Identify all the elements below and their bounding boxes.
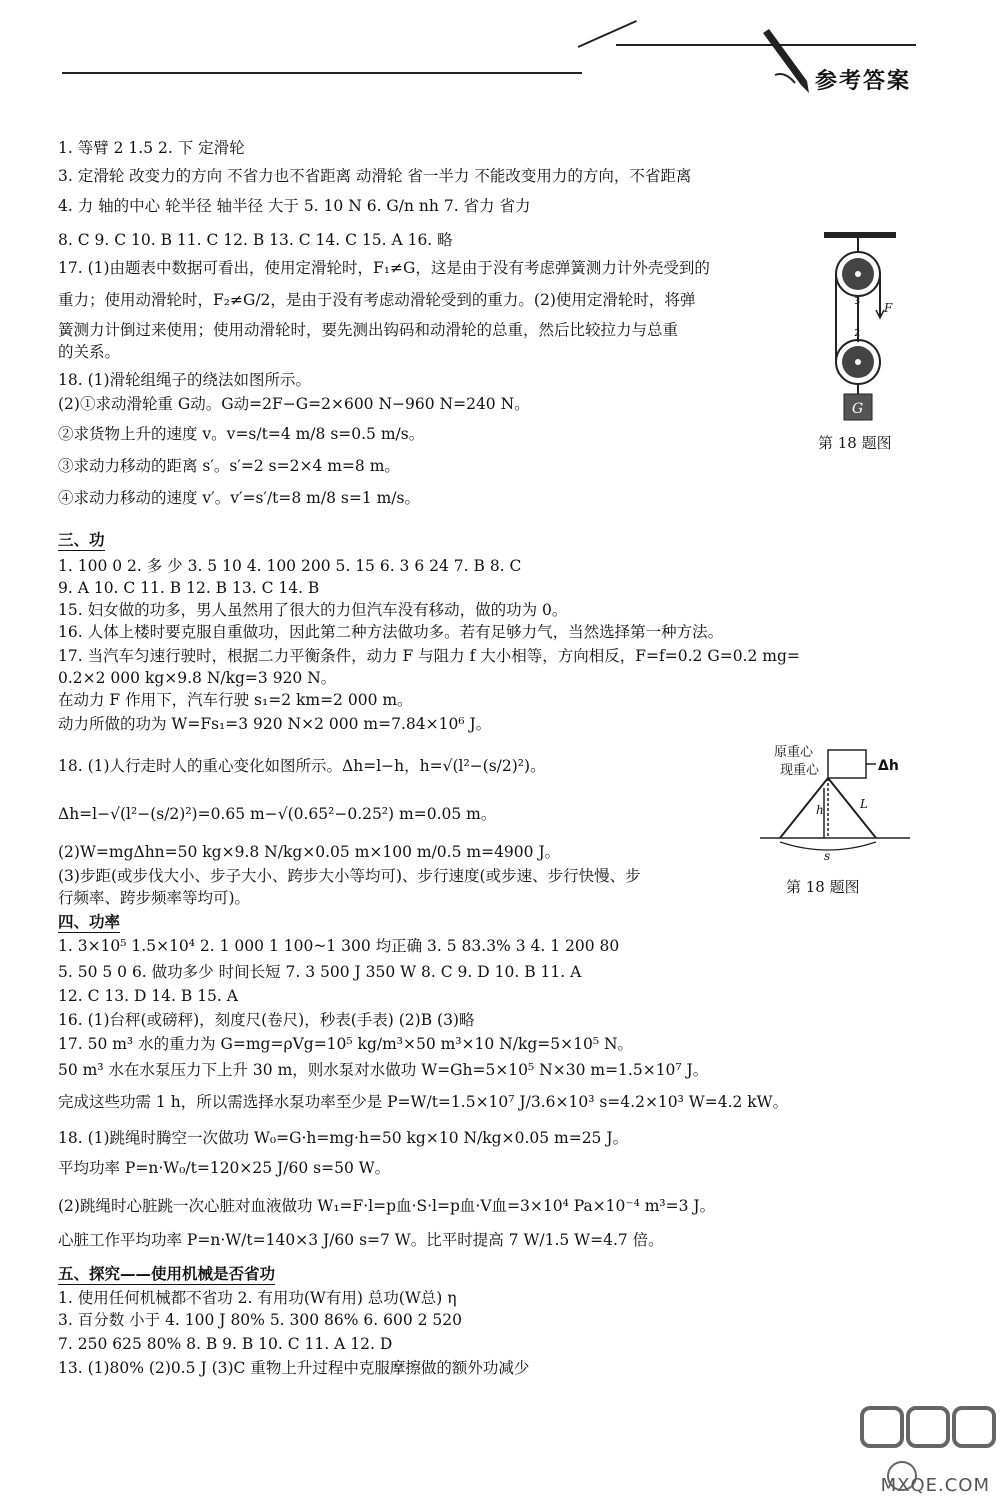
answer-line: 7. 250 625 80% 8. B 9. B 10. C 11. A 12. D <box>58 1335 393 1353</box>
answer-line: 簧测力计倒过来使用；使用动滑轮时，要先测出钩码和动滑轮的总重，然后比较拉力与总重 <box>58 321 679 339</box>
answer-line: 1. 等臂 2 1.5 2. 下 定滑轮 <box>58 139 245 157</box>
answer-line: 1. 使用任何机械都不省功 2. 有用功(W有用) 总功(W总) η <box>58 1289 457 1307</box>
answer-line: ③求动力移动的距离 s′。s′=2 s=2×4 m=8 m。 <box>58 457 400 475</box>
answer-line: ④求动力移动的速度 v′。v′=s′/t=8 m/8 s=1 m/s。 <box>58 489 420 507</box>
center-of-gravity-figure <box>760 742 920 877</box>
pen-icon <box>755 25 815 95</box>
answer-line: 17. 50 m³ 水的重力为 G=mg=ρVg=10⁵ kg/m³×50 m³×10 N/kg=5×10⁵ N。 <box>58 1035 634 1053</box>
pulley-figure <box>820 232 900 432</box>
answer-line: 16. 人体上楼时要克服自重做功，因此第二种方法做功多。若有足够力气，当然选择第一种方法。 <box>58 623 724 641</box>
page-title: 参考答案 <box>815 69 912 94</box>
answer-line: 18. (1)跳绳时腾空一次做功 W₀=G·h=mg·h=50 kg×10 N/kg×0.05 m=25 J。 <box>58 1129 629 1147</box>
watermark-text: MXQE.COM <box>880 1475 990 1496</box>
answer-line: 18. (1)滑轮组绳子的绕法如图所示。 <box>58 371 312 389</box>
answer-line: 的关系。 <box>58 343 121 361</box>
answer-line: (3)步距(或步伐大小、步子大小、跨步大小等均可)、步行速度(或步速、步行快慢、步 <box>58 867 641 885</box>
answer-line: 13. (1)80% (2)0.5 J (3)C 重物上升过程中克服摩擦做的额外功减少 <box>58 1359 530 1377</box>
answer-line: 12. C 13. D 14. B 15. A <box>58 987 238 1005</box>
answer-line: 15. 妇女做的功多，男人虽然用了很大的力但汽车没有移动，做的功为 0。 <box>58 601 568 619</box>
answer-line: 1. 3×10⁵ 1.5×10⁴ 2. 1 000 1 100~1 300 均正确 3. 5 83.3% 3 4. 1 200 80 <box>58 937 620 955</box>
answer-line: (2)①求动滑轮重 G动。G动=2F−G=2×600 N−960 N=240 N。 <box>58 395 530 413</box>
fig1-label-f: F <box>884 301 893 315</box>
fig2-label-dh: Δh <box>878 758 899 774</box>
answer-line: 3. 定滑轮 改变力的方向 不省力也不省距离 动滑轮 省一半力 不能改变用力的方向，不省距离 <box>58 167 692 185</box>
answer-line: 重力；使用动滑轮时，F₂≠G/2，是由于没有考虑动滑轮受到的重力。(2)使用定滑轮时，将弹 <box>58 291 696 309</box>
fig1-label-2: 2 <box>854 328 861 339</box>
answer-line: (2)跳绳时心脏跳一次心脏对血液做功 W₁=F·l=p血·S·l=p血·V血=3×10⁴ Pa×10⁻⁴ m³=3 J。 <box>58 1197 716 1215</box>
fig1-label-g: G <box>852 401 864 417</box>
fig1-caption: 第 18 题图 <box>818 434 892 452</box>
answer-line: 18. (1)人行走时人的重心变化如图所示。Δh=l−h，h=√(l²−(s/2)²)。 <box>58 757 546 775</box>
answer-line: 在动力 F 作用下，汽车行驶 s₁=2 km=2 000 m。 <box>58 691 413 709</box>
answer-line: 9. A 10. C 11. B 12. B 13. C 14. B <box>58 579 320 597</box>
answer-line: 3. 百分数 小于 4. 100 J 80% 5. 300 86% 6. 600 2 520 <box>58 1311 463 1329</box>
fig2-label-s: s <box>824 849 831 863</box>
answer-line: (2)W=mgΔhn=50 kg×9.8 N/kg×0.05 m×100 m/0.5 m=4900 J。 <box>58 843 561 861</box>
answer-line: 行频率、跨步频率等均可)。 <box>58 889 251 907</box>
answer-line: 动力所做的功为 W=Fs₁=3 920 N×2 000 m=7.84×10⁶ J。 <box>58 715 492 733</box>
answer-line: 5. 50 5 0 6. 做功多少 时间长短 7. 3 500 J 350 W 8. C 9. D 10. B 11. A <box>58 963 582 981</box>
section-heading: 四、功率 <box>58 913 121 931</box>
fig2-label-h: h <box>816 803 824 817</box>
header-rule <box>62 72 582 74</box>
answer-line: 16. (1)台秤(或磅秤)，刻度尺(卷尺)，秒表(手表) (2)B (3)略 <box>58 1011 475 1029</box>
fig2-label-now: 现重心 <box>780 763 820 778</box>
answer-line: 17. 当汽车匀速行驶时，根据二力平衡条件，动力 F 与阻力 f 大小相等，方向相反，F=f=0.2 G=0.2 mg= <box>58 647 800 665</box>
fig1-label-3: 3 <box>854 296 861 307</box>
answer-line: Δh=l−√(l²−(s/2)²)=0.65 m−√(0.65²−0.25²) m=0.05 m。 <box>58 805 497 823</box>
answer-line: 心脏工作平均功率 P=n·W/t=140×3 J/60 s=7 W。比平时提高 7 W/1.5 W=4.7 倍。 <box>58 1231 664 1249</box>
answer-line: 0.2×2 000 kg×9.8 N/kg=3 920 N。 <box>58 669 337 687</box>
answer-line: 完成这些功需 1 h，所以需选择水泵功率至少是 P=W/t=1.5×10⁷ J/3.6×10³ s=4.2×10³ W=4.2 kW。 <box>58 1093 789 1111</box>
section-heading: 三、功 <box>58 531 105 549</box>
answer-line: 4. 力 轴的中心 轮半径 轴半径 大于 5. 10 N 6. G/n nh 7. 省力 省力 <box>58 197 531 215</box>
answer-line: 8. C 9. C 10. B 11. C 12. B 13. C 14. C 15. A 16. 略 <box>58 231 453 249</box>
answer-line: 平均功率 P=n·W₀/t=120×25 J/60 s=50 W。 <box>58 1159 391 1177</box>
section-heading: 五、探究——使用机械是否省功 <box>58 1265 276 1283</box>
answer-line: 17. (1)由题表中数据可看出，使用定滑轮时，F₁≠G，这是由于没有考虑弹簧测力计外壳受到的 <box>58 259 710 277</box>
answer-line: ②求货物上升的速度 v。v=s/t=4 m/8 s=0.5 m/s。 <box>58 425 425 443</box>
answer-line: 50 m³ 水在水泵压力下上升 30 m，则水泵对水做功 W=Gh=5×10⁵ N×30 m=1.5×10⁷ J。 <box>58 1061 709 1079</box>
fig2-caption: 第 18 题图 <box>786 878 860 896</box>
fig2-label-orig: 原重心 <box>774 745 814 760</box>
answer-line: 1. 100 0 2. 多 少 3. 5 10 4. 100 200 5. 15 6. 3 6 24 7. B 8. C <box>58 557 522 575</box>
fig2-label-l: L <box>860 797 868 811</box>
